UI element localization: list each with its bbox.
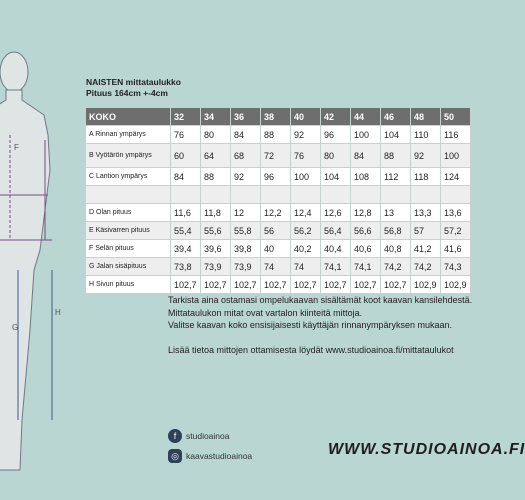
table-cell: 110: [411, 126, 441, 144]
table-cell: [351, 186, 381, 204]
note-line: Tarkista aina ostamasi ompelukaavan sisältämät koot kaavan kansilehdestä.: [168, 295, 473, 305]
table-cell: 74,1: [351, 258, 381, 276]
table-cell: 84: [231, 126, 261, 144]
size-table: [85, 107, 471, 294]
table-cell: 88: [381, 144, 411, 168]
table-cell: 80: [321, 144, 351, 168]
row-label: H Sivun pituus: [86, 276, 171, 294]
table-cell: 40,6: [351, 240, 381, 258]
table-cell: [201, 186, 231, 204]
table-cell: 41,2: [411, 240, 441, 258]
table-cell: 116: [441, 126, 471, 144]
table-cell: 102,7: [321, 276, 351, 294]
facebook-handle: studioainoa: [186, 431, 230, 441]
header-size: 48: [411, 108, 441, 126]
website-url[interactable]: WWW.STUDIOAINOA.FI: [328, 441, 525, 458]
table-cell: 96: [321, 126, 351, 144]
table-cell: 84: [171, 168, 201, 186]
header-size: 36: [231, 108, 261, 126]
table-cell: 102,9: [441, 276, 471, 294]
table-row: [86, 144, 471, 168]
table-cell: [261, 186, 291, 204]
table-cell: 56,2: [291, 222, 321, 240]
table-cell: 11,6: [171, 204, 201, 222]
table-cell: 13,6: [441, 204, 471, 222]
title-line-1: NAISTEN mittataulukko: [86, 77, 181, 87]
table-cell: 102,7: [171, 276, 201, 294]
table-cell: 60: [171, 144, 201, 168]
label-h: H: [55, 308, 61, 317]
row-label: E Käsivarren pituus: [86, 222, 171, 240]
table-cell: 64: [201, 144, 231, 168]
table-cell: 92: [291, 126, 321, 144]
table-cell: 74: [261, 258, 291, 276]
table-cell: [381, 186, 411, 204]
table-cell: 102,7: [231, 276, 261, 294]
note-line: Valitse kaavan koko ensisijaisesti käyttäjän rinnanympäryksen mukaan.: [168, 320, 452, 330]
table-cell: 100: [351, 126, 381, 144]
size-header-row: [86, 108, 471, 126]
instagram-link[interactable]: [168, 446, 252, 466]
table-cell: 104: [381, 126, 411, 144]
body-silhouette: [0, 40, 80, 470]
header-size: 34: [201, 108, 231, 126]
table-cell: 55,8: [231, 222, 261, 240]
table-cell: [441, 186, 471, 204]
table-cell: 76: [291, 144, 321, 168]
note-link-line: Lisää tietoa mittojen ottamisesta löydät www.studioainoa.fi/mittataulukot: [168, 344, 454, 355]
table-cell: [321, 186, 351, 204]
table-row: [86, 222, 471, 240]
header-size: 50: [441, 108, 471, 126]
header-size: 38: [261, 108, 291, 126]
facebook-link[interactable]: [168, 426, 252, 446]
table-row: [86, 240, 471, 258]
header-koko: KOKO: [86, 108, 171, 126]
table-cell: 56,6: [351, 222, 381, 240]
table-cell: 74: [291, 258, 321, 276]
table-cell: 88: [201, 168, 231, 186]
table-cell: 57,2: [441, 222, 471, 240]
table-cell: 40: [261, 240, 291, 258]
table-cell: 104: [321, 168, 351, 186]
table-cell: 56,4: [321, 222, 351, 240]
table-cell: 40,2: [291, 240, 321, 258]
row-label: B Vyötärön ympärys: [86, 144, 171, 168]
table-cell: 88: [261, 126, 291, 144]
table-cell: 40,8: [381, 240, 411, 258]
table-cell: 74,3: [441, 258, 471, 276]
table-cell: 108: [351, 168, 381, 186]
table-row: [86, 168, 471, 186]
title-line-2: Pituus 164cm +-4cm: [86, 88, 168, 98]
row-label: D Olan pituus: [86, 204, 171, 222]
header-size: 40: [291, 108, 321, 126]
table-cell: [171, 186, 201, 204]
table-row: [86, 258, 471, 276]
table-cell: 41,6: [441, 240, 471, 258]
table-cell: 55,4: [171, 222, 201, 240]
table-cell: 100: [291, 168, 321, 186]
table-cell: 73,8: [171, 258, 201, 276]
table-cell: 102,7: [351, 276, 381, 294]
table-cell: 13,3: [411, 204, 441, 222]
header-size: 46: [381, 108, 411, 126]
table-cell: 80: [201, 126, 231, 144]
header-size: 32: [171, 108, 201, 126]
table-cell: 102,9: [411, 276, 441, 294]
row-label: F Selän pituus: [86, 240, 171, 258]
table-cell: 100: [441, 144, 471, 168]
row-label: C Lantion ympärys: [86, 168, 171, 186]
table-cell: 73,9: [231, 258, 261, 276]
table-cell: [231, 186, 261, 204]
table-cell: 40,4: [321, 240, 351, 258]
table-cell: 84: [351, 144, 381, 168]
row-label: G Jalan sisäpituus: [86, 258, 171, 276]
table-cell: 102,7: [201, 276, 231, 294]
table-cell: 13: [381, 204, 411, 222]
row-label: A Rinnan ympärys: [86, 126, 171, 144]
table-cell: 74,1: [321, 258, 351, 276]
social-links: [168, 426, 252, 466]
table-row: [86, 276, 471, 294]
table-row: [86, 126, 471, 144]
row-label: [86, 186, 171, 204]
table-cell: 96: [261, 168, 291, 186]
table-row: [86, 186, 471, 204]
chart-title: [86, 77, 181, 99]
table-cell: 112: [381, 168, 411, 186]
table-cell: 124: [441, 168, 471, 186]
table-row: [86, 204, 471, 222]
table-cell: 57: [411, 222, 441, 240]
table-cell: 68: [231, 144, 261, 168]
table-cell: 76: [171, 126, 201, 144]
table-cell: 74,2: [381, 258, 411, 276]
table-cell: 11,8: [201, 204, 231, 222]
table-cell: 56: [261, 222, 291, 240]
table-cell: 102,7: [291, 276, 321, 294]
table-cell: 39,4: [171, 240, 201, 258]
table-cell: 92: [231, 168, 261, 186]
notes: [168, 294, 472, 356]
table-cell: 55,6: [201, 222, 231, 240]
table-cell: 73,9: [201, 258, 231, 276]
table-cell: 72: [261, 144, 291, 168]
table-cell: 118: [411, 168, 441, 186]
table-cell: 74,2: [411, 258, 441, 276]
table-cell: 39,6: [201, 240, 231, 258]
header-size: 44: [351, 108, 381, 126]
table-cell: 39,8: [231, 240, 261, 258]
table-cell: 12: [231, 204, 261, 222]
header-size: 42: [321, 108, 351, 126]
instagram-handle: kaavastudioainoa: [186, 451, 253, 461]
table-cell: 12,6: [321, 204, 351, 222]
label-g: G: [12, 323, 19, 332]
table-cell: 102,7: [381, 276, 411, 294]
table-cell: [411, 186, 441, 204]
table-cell: 56,8: [381, 222, 411, 240]
table-cell: 12,4: [291, 204, 321, 222]
table-cell: 12,8: [351, 204, 381, 222]
table-cell: 92: [411, 144, 441, 168]
table-cell: 12,2: [261, 204, 291, 222]
instagram-icon: ◎: [168, 449, 182, 463]
note-line: Mittataulukon mitat ovat vartalon kiinteitä mittoja.: [168, 307, 363, 318]
label-f: F: [14, 143, 19, 152]
table-cell: 102,7: [261, 276, 291, 294]
facebook-icon: f: [168, 429, 182, 443]
table-cell: [291, 186, 321, 204]
